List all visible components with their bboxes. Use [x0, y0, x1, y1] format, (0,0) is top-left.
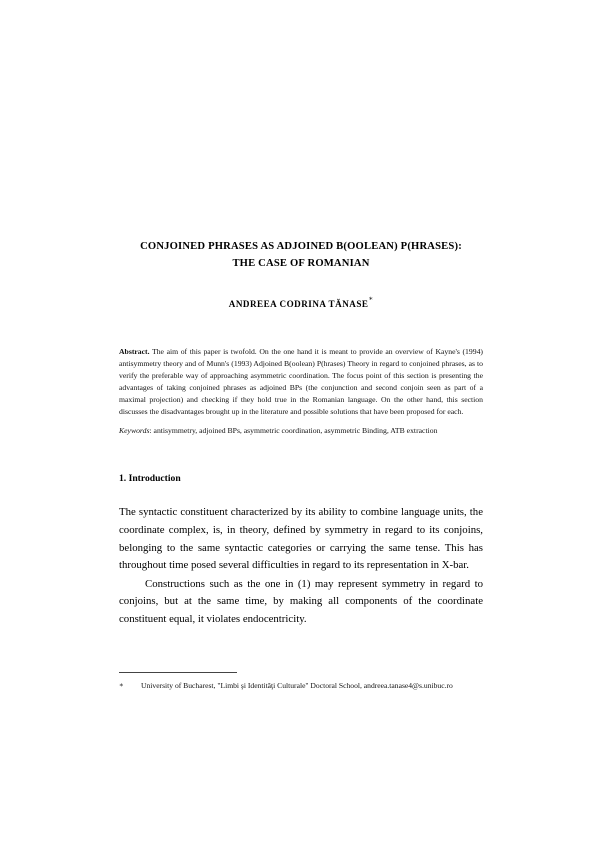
title-line-1: CONJOINED PHRASES AS ADJOINED B(OOLEAN) P(HRASES): — [140, 241, 462, 252]
abstract-text: The aim of this paper is twofold. On the one hand it is meant to provide an overview of Kayne's (1994) antisymmetry theory and of Munn's (1993) Adjoined B(oolean) P(hrases) Theory in regard to conjoined phrases, as to verify the preferable way of approaching asymmetric coordination. The focus point of this section is presenting the advantages of taking conjoined phrases as adjoined BPs (the conjunction and second conjoin seen as part of a maximal projection) and checking if they hold true in the Romanian language. On the other hand, this section discusses the disadvantages brought up in the literature and possible solutions that have been proposed for each. — [119, 347, 483, 416]
body-paragraph-2: Constructions such as the one in (1) may represent symmetry in regard to conjoins, but at the same time, by making all components of the coordinate constituent equal, it violates endocentricity. — [119, 577, 483, 625]
abstract-label: Abstract. — [119, 347, 150, 356]
author-byline — [119, 294, 483, 312]
section-body — [119, 504, 483, 628]
author-footnote-marker: ∗ — [368, 294, 374, 303]
title-line-2: THE CASE OF ROMANIAN — [232, 258, 370, 269]
paper-title — [119, 238, 483, 272]
footnote-separator-rule — [119, 672, 237, 673]
keywords-label: Keywords — [119, 426, 150, 436]
footnote-entry — [119, 680, 483, 692]
text-column — [119, 0, 483, 629]
footnote-area — [119, 672, 483, 692]
footnote-text: University of Bucharest, "Limbi şi Identităţi Culturale" Doctoral School, andreea.tanase4@s.unibuc.ro — [141, 681, 453, 690]
author-name: ANDREEA CODRINA TĂNASE — [228, 299, 369, 309]
body-paragraph-1: The syntactic constituent characterized by its ability to combine language units, the coordinate complex, is, in theory, defined by symmetry in regard to its conjoins, belonging to the same syntactic categories or carrying the same tense. This has throughout time posed several difficulties in regard to its representation in X-bar. — [119, 506, 483, 572]
footnote-marker: ∗ — [119, 681, 124, 689]
section-heading-introduction: 1. Introduction — [119, 473, 181, 485]
abstract-paragraph — [119, 346, 483, 417]
keywords-text: : antisymmetry, adjoined BPs, asymmetric coordination, asymmetric Binding, ATB extraction — [149, 426, 438, 436]
keywords-paragraph — [119, 425, 483, 437]
